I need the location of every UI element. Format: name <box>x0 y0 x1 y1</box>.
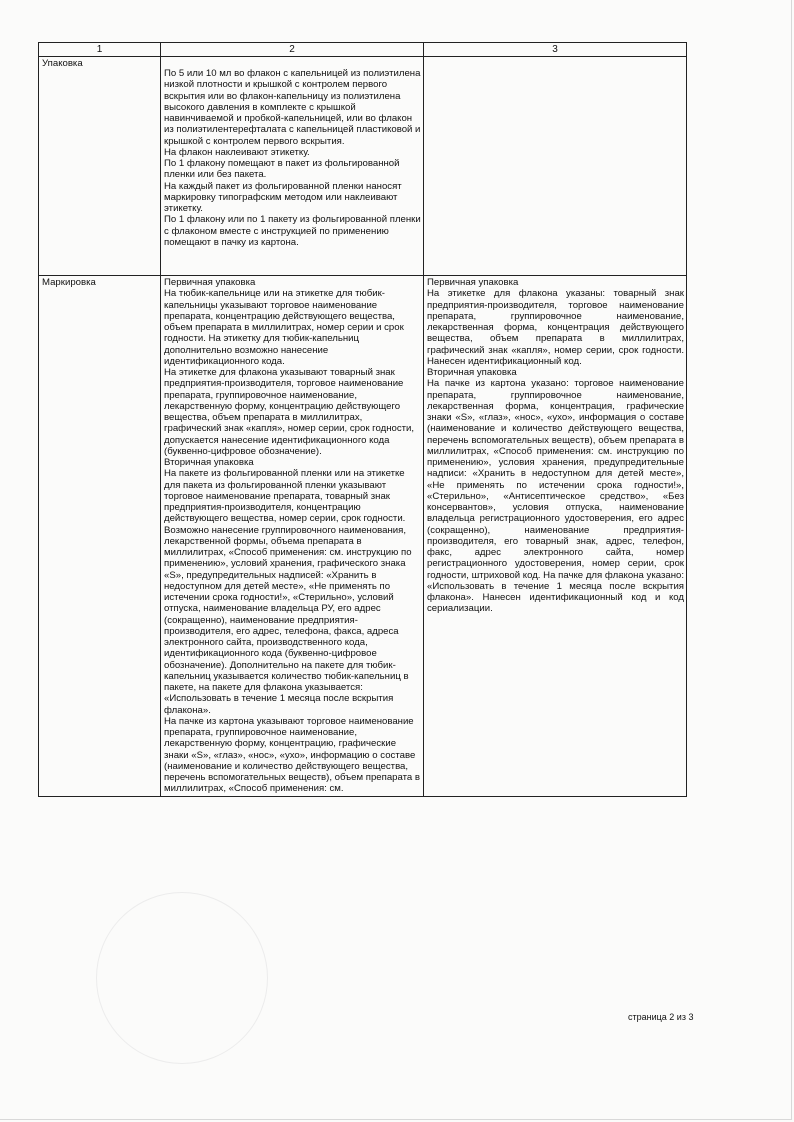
header-col-2: 2 <box>161 43 424 57</box>
labeling-subheading: Первичная упаковка <box>164 277 256 288</box>
labeling-description <box>161 276 424 797</box>
packaging-paragraph: По 1 флакону или по 1 пакету из фольгированной пленки с флаконом вместе с инструкцией по применению помещают в пачку из картона. <box>164 214 421 248</box>
packaging-paragraph: На флакон наклеивают этикетку. <box>164 146 310 158</box>
labeling-check-paragraph: На пачке из картона указано: торговое наименование препарата, группировочное наименование, лекарственная форма, концентрация, графические знаки «S», «глаз», «нос», «ухо», информация о составе (наименование и количество действующего вещества, перечень вспомогательных веществ), объем препарата в миллилитрах, «Способ применения: см. инструкцию по применению», условия хранения, предупредительные надписи: «Хранить в недоступном для детей месте», «Не применять по истечении срока годности!», «Стерильно», «Антисептическое средство», «Без консервантов», условия отпуска, наименование владельца регистрационного удостоверения, его адрес (сокращенно), наименование предприятия-производителя, его товарный знак, адрес, телефон, факс, адрес электронного сайта, номер регистрационного удостоверения, номер серии, срок годности, штриховой код. На пачке для флакона указано: «Использовать в течение 1 месяца после вскрытия флакона». Нанесен идентификационный код и код сериализации. <box>427 378 684 615</box>
table-row-labeling <box>39 276 687 797</box>
labeling-paragraph: На этикетке для флакона указывают товарный знак предприятия-производителя, торговое наименование препарата, группировочное наименование, лекарственную форму, концентрацию действующего вещества, объем препарата в миллилитрах, графический знак «капля», номер серии, срок годности, допускается нанесение идентификационного кода (буквенно-цифровое обозначение). <box>164 367 415 457</box>
packaging-check-cell <box>424 57 687 276</box>
packaging-paragraph: По 1 флакону помещают в пакет из фольгированной пленки или без пакета. <box>164 158 400 181</box>
labeling-check-subheading: Вторичная упаковка <box>427 367 517 378</box>
labeling-paragraph: На пакете из фольгированной пленки или на этикетке для пакета из фольгированной пленки указывают торговое наименование препарата, товарный знак предприятия-производителя, концентрацию действующего вещества, номер серии, срок годности. Возможно нанесение группировочного наименования, лекарственной формы, объема препарата в миллилитрах, «Способ применения: см. инструкцию по применению», условий хранения, графического знака «S», предупредительных надписей: «Хранить в недоступном для детей месте», «Не применять по истечении срока годности!», «Стерильно», условий отпуска, наименование владельца РУ, его адрес (сокращенно), наименование предприятия-производителя, его адрес, телефона, факса, адреса электронного сайта, производственного кода, идентификационного кода (буквенно-цифровое обозначение). Дополнительно на пакете для тюбик-капельниц указывается количество тюбик-капельниц в пакете, на пакете для флакона указывается: «Использовать в течение 1 месяца после вскрытия флакона». <box>164 468 412 716</box>
labeling-check-paragraph: На этикетке для флакона указаны: товарный знак предприятия-производителя, торговое наименование препарата, группировочное наименование, лекарственная форма, концентрация действующего вещества, объем препарата в миллилитрах, графический знак «капля», номер серии, срок годности. Нанесен идентификационный код. <box>427 288 684 367</box>
labeling-check-subheading: Первичная упаковка <box>427 277 519 288</box>
table-header-row <box>39 43 687 57</box>
packaging-paragraph: По 5 или 10 мл во флакон с капельницей из полиэтилена низкой плотности и крышкой с контролем первого вскрытия или во флакон-капельницу из полиэтилена высокого давления в комплекте с крышкой навинчиваемой и пробкой-капельницей, или во флакон из полиэтилентерефталата с капельницей пластиковой и крышкой с контролем первого вскрытия. <box>164 68 421 147</box>
faint-stamp-shadow <box>96 892 268 1064</box>
labeling-paragraph: На тюбик-капельнице или на этикетке для тюбик-капельницы указывают торговое наименование препарата, концентрацию действующего вещества, объем препарата в миллилитрах, номер серии и срок годности. На этикетку для тюбик-капельниц дополнительно возможно нанесение идентификационного кода. <box>164 288 404 367</box>
packaging-description <box>161 57 424 276</box>
row-label-labeling: Маркировка <box>39 276 161 797</box>
header-col-3: 3 <box>424 43 687 57</box>
header-col-1: 1 <box>39 43 161 57</box>
labeling-check-result <box>424 276 687 797</box>
packaging-paragraph: На каждый пакет из фольгированной пленки наносят маркировку типографским методом или наклеивают этикетку. <box>164 180 402 214</box>
labeling-subheading: Вторичная упаковка <box>164 457 254 468</box>
labeling-paragraph: На пачке из картона указывают торговое наименование препарата, группировочное наименование, лекарственную форму, концентрацию, графические знаки «S», «глаз», «нос», «ухо», информацию о составе (наименование и количество действующего вещества, перечень вспомогательных веществ), объем препарата в миллилитрах, «Способ применения: см. <box>164 715 420 795</box>
row-label-packaging: Упаковка <box>39 57 161 276</box>
document-table <box>38 42 687 797</box>
table-row-packaging <box>39 57 687 276</box>
page-number: страница 2 из 3 <box>628 1012 694 1022</box>
